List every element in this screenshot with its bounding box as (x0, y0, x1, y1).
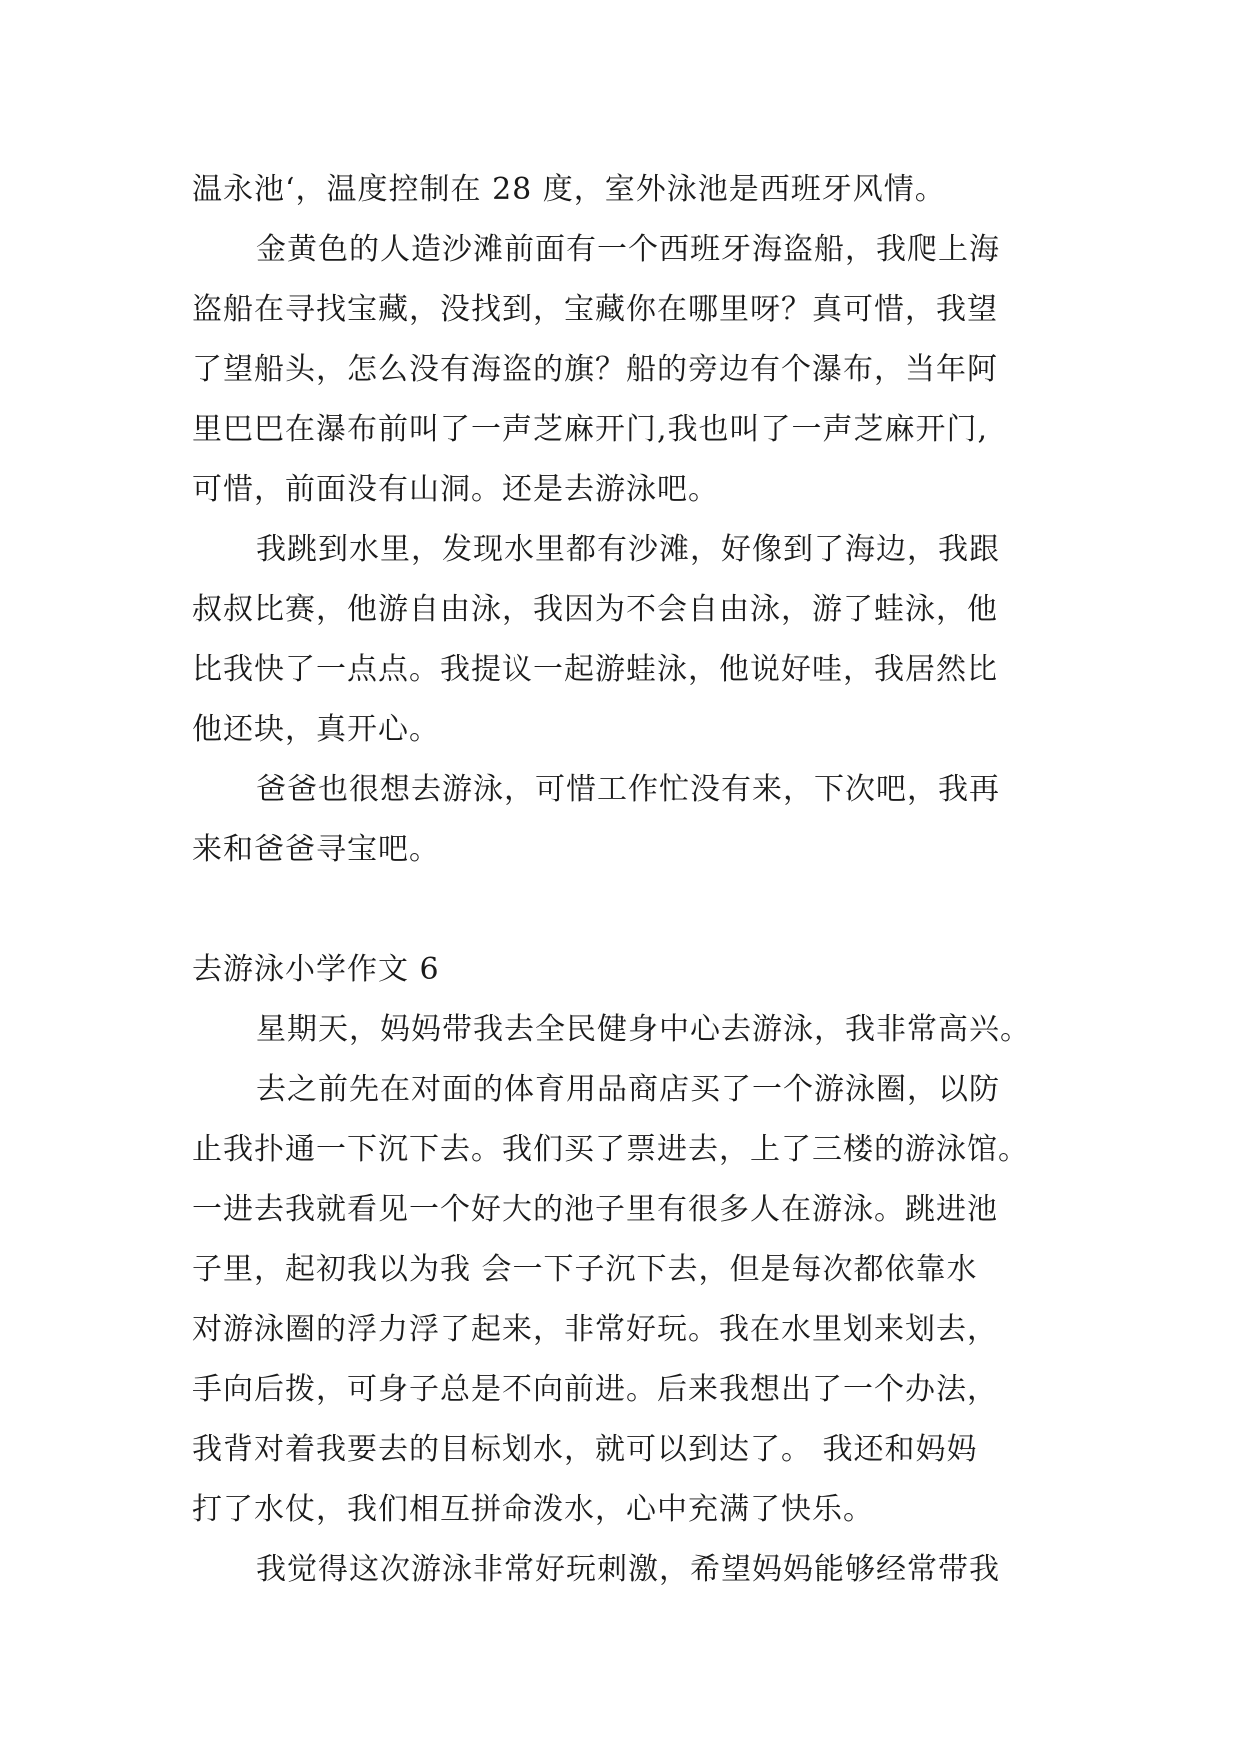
text-line: 我觉得这次游泳非常好玩刺激，希望妈妈能够经常带我 (256, 1552, 1000, 1587)
paragraph-sunday (192, 1000, 1052, 1060)
paragraph-pirate-ship (192, 220, 1052, 520)
text-line: 一进去我就看见一个好大的池子里有很多人在游泳。跳进池 (192, 1192, 998, 1227)
text-line: 可惜，前面没有山洞。还是去游泳吧。 (192, 472, 719, 507)
paragraph-conclusion (192, 1540, 1052, 1600)
text-line: 子里，起初我以为我 会一下子沉下去，但是每次都依靠水 (192, 1252, 978, 1287)
document-body (192, 160, 1052, 1600)
text-line: 盗船在寻找宝藏，没找到，宝藏你在哪里呀？真可惜，我望 (192, 292, 998, 327)
text-line: 去之前先在对面的体育用品商店买了一个游泳圈，以防 (256, 1072, 1000, 1107)
text-line: 爸爸也很想去游泳，可惜工作忙没有来，下次吧，我再 (256, 772, 1000, 807)
text-line: 里巴巴在瀑布前叫了一声芝麻开门,我也叫了一声芝麻开门, (192, 412, 989, 447)
text-line: 金黄色的人造沙滩前面有一个西班牙海盗船，我爬上海 (256, 232, 1000, 267)
paragraph-dad (192, 760, 1052, 880)
text-line: 对游泳圈的浮力浮了起来，非常好玩。我在水里划来划去， (192, 1312, 998, 1347)
text-line: 叔叔比赛，他游自由泳，我因为不会自由泳，游了蛙泳，他 (192, 592, 998, 627)
paragraph-spacer (192, 880, 1052, 940)
paragraph-swim-ring (192, 1060, 1052, 1540)
text-line: 星期天，妈妈带我去全民健身中心去游泳，我非常高兴。 (256, 1012, 1031, 1047)
text-line: 比我快了一点点。我提议一起游蛙泳，他说好哇，我居然比 (192, 652, 998, 687)
text-line: 我背对着我要去的目标划水，就可以到达了。 我还和妈妈 (192, 1432, 978, 1467)
text-line: 他还块，真开心。 (192, 712, 440, 747)
essay-title: 去游泳小学作文 6 (192, 952, 440, 987)
text-line: 了望船头，怎么没有海盗的旗？船的旁边有个瀑布，当年阿 (192, 352, 998, 387)
text-line: 手向后拨，可身子总是不向前进。后来我想出了一个办法， (192, 1372, 998, 1407)
paragraph-swim-race (192, 520, 1052, 760)
text-line: 打了水仗，我们相互拼命泼水，心中充满了快乐。 (192, 1492, 874, 1527)
text-line: 我跳到水里，发现水里都有沙滩，好像到了海边，我跟 (256, 532, 1000, 567)
text-line: 温永池‘，温度控制在 28 度，室外泳池是西班牙风情。 (192, 172, 946, 207)
paragraph-pool-temperature (192, 160, 1052, 220)
text-line: 止我扑通一下沉下去。我们买了票进去，上了三楼的游泳馆。 (192, 1132, 1029, 1167)
text-line: 来和爸爸寻宝吧。 (192, 832, 440, 867)
